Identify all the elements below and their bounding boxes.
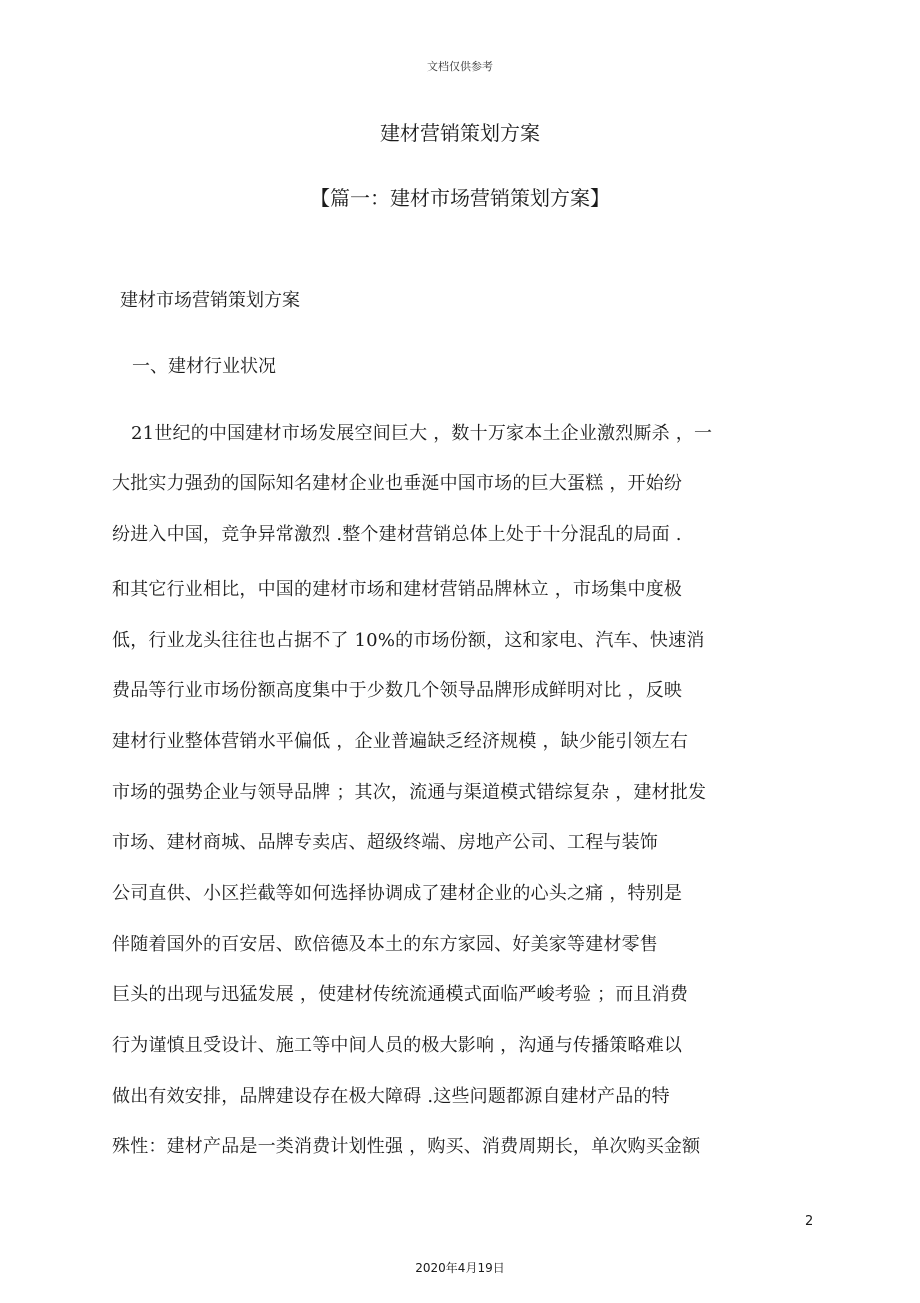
- paragraph-line: 公司直供、小区拦截等如何选择协调成了建材企业的心头之痛 ，特别是: [112, 883, 683, 904]
- paragraph-line: 市场、建材商城、品牌专卖店、超级终端、房地产公司、工程与装饰: [112, 832, 658, 853]
- section-heading: 一、建材行业状况: [132, 356, 276, 377]
- paragraph-line: 行为谨慎且受设计、施工等中间人员的极大影响 ，沟通与传播策略难以: [112, 1035, 683, 1056]
- paragraph-line: 建材行业整体营销水平偏低 ，企业普遍缺乏经济规模 ，缺少能引领左右: [112, 731, 689, 752]
- footer-date: 2020年4月19日: [415, 1261, 505, 1275]
- section-title: 建材市场营销策划方案: [120, 290, 300, 311]
- paragraph-line: 做出有效安排，品牌建设存在极大障碍 .这些问题都源自建材产品的特: [112, 1086, 670, 1107]
- paragraph-line: 殊性：建材产品是一类消费计划性强 ，购买、消费周期长，单次购买金额: [112, 1136, 701, 1157]
- document-title: 建材营销策划方案: [380, 121, 540, 145]
- paragraph-line: 费品等行业市场份额高度集中于少数几个领导品牌形成鲜明对比 ，反映: [112, 680, 683, 701]
- paragraph-line: 巨头的出现与迅猛发展 ，使建材传统流通模式面临严峻考验 ；而且消费: [112, 984, 689, 1005]
- paragraph-line: 大批实力强劲的国际知名建材企业也垂涎中国市场的巨大蛋糕 ，开始纷: [112, 473, 683, 494]
- paragraph-line: 和其它行业相比，中国的建材市场和建材营销品牌林立 ，市场集中度极: [112, 579, 683, 600]
- paragraph-line: 市场的强势企业与领导品牌 ；其次，流通与渠道模式错综复杂 ，建材批发: [112, 782, 707, 803]
- paragraph-line: 低，行业龙头往往也占据不了 10%的市场份额，这和家电、汽车、快速消: [112, 630, 705, 651]
- page-number: 2: [805, 1214, 814, 1229]
- document-subtitle: 【篇一：建材市场营销策划方案】: [310, 186, 610, 210]
- header-note: 文档仅供参考: [427, 60, 493, 73]
- paragraph-line: 21世纪的中国建材市场发展空间巨大 ，数十万家本土企业激烈厮杀 ，一: [131, 423, 713, 444]
- paragraph-line: 纷进入中国，竞争异常激烈 .整个建材营销总体上处于十分混乱的局面 .: [112, 524, 682, 545]
- paragraph-line: 伴随着国外的百安居、欧倍德及本土的东方家园、好美家等建材零售: [112, 934, 658, 955]
